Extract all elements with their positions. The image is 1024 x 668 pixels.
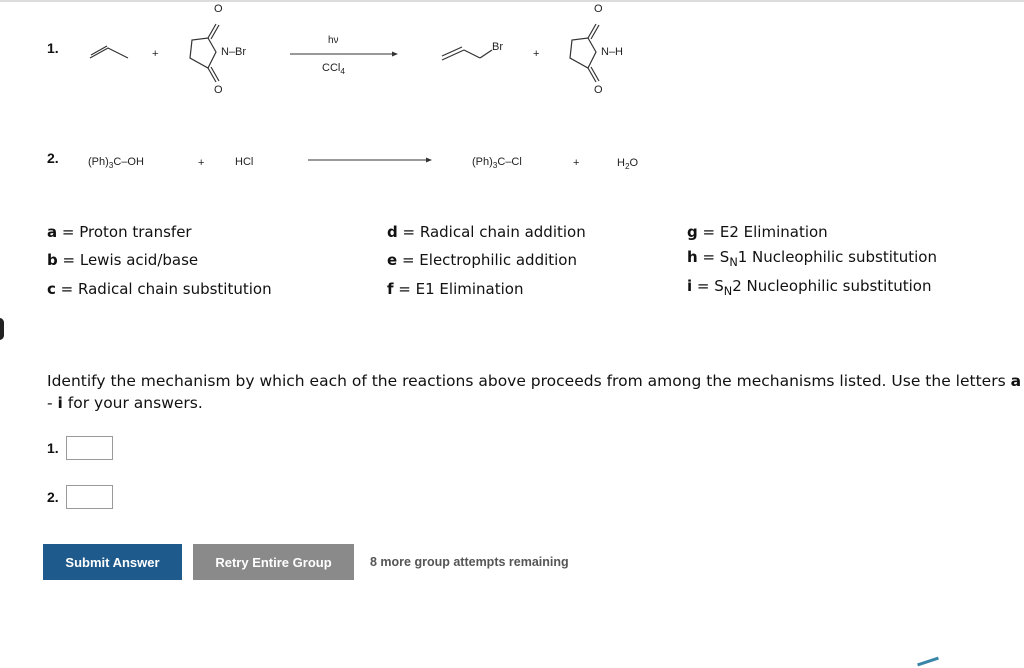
succinimide-n-h-label: N–H	[601, 46, 624, 58]
allyl-bromide-structure	[440, 44, 492, 64]
product-bromine-label: Br	[492, 41, 503, 53]
mechanism-c: c = Radical chain substitution	[47, 280, 272, 298]
mechanism-i: $i = S_N2$ Nucleophilic substitution	[687, 277, 932, 298]
mechanism-b: b = Lewis acid/base	[47, 251, 199, 269]
nbs-oxygen-top: O	[214, 3, 223, 15]
top-divider	[0, 0, 1024, 2]
answer-2-input[interactable]	[66, 485, 113, 509]
answer-1-input[interactable]	[66, 436, 113, 460]
reaction-2-number: 2.	[47, 150, 59, 166]
water-label: $H_2O$	[617, 157, 639, 172]
reaction-1-arrow	[290, 50, 398, 58]
reaction-1-plus: +	[152, 48, 159, 60]
mechanism-d: d = Radical chain addition	[387, 223, 586, 241]
mechanism-f: f = E1 Elimination	[387, 280, 524, 298]
propene-structure	[88, 44, 132, 62]
answer-2-label: 2.	[47, 489, 59, 505]
mechanism-e: e = Electrophilic addition	[387, 251, 577, 269]
corner-decoration	[917, 657, 939, 667]
scroll-edge-marker	[0, 318, 4, 340]
mechanism-a: a = Proton transfer	[47, 223, 192, 241]
triphenylmethanol-label: $(Ph)_3C-OH$	[88, 156, 144, 171]
hcl-label: HCl	[235, 156, 254, 168]
question-prompt: Identify the mechanism by which each of the reactions above proceeds from among the mechanisms listed. Use the letters a - i for your answers.	[47, 372, 1022, 412]
reaction-2-arrow	[308, 156, 432, 164]
mechanism-g: g = E2 Elimination	[687, 223, 828, 241]
condition-solvent: CCl$_4$	[322, 62, 345, 77]
submit-answer-button[interactable]: Submit Answer	[43, 544, 182, 580]
condition-light: hν	[328, 35, 339, 46]
mechanism-h: $h = S_N1$ Nucleophilic substitution	[687, 248, 937, 269]
reaction-2-product-plus: +	[573, 157, 580, 169]
nbs-n-br-label: N–Br	[221, 46, 247, 58]
answer-1-label: 1.	[47, 440, 59, 456]
retry-entire-group-button[interactable]: Retry Entire Group	[193, 544, 354, 580]
attempts-remaining-text: 8 more group attempts remaining	[370, 555, 569, 569]
succinimide-oxygen-top: O	[594, 3, 603, 15]
reaction-1-number: 1.	[47, 40, 59, 56]
nbs-oxygen-bottom: O	[214, 84, 223, 96]
triphenylmethyl-chloride-label: $(Ph)_3C-Cl$	[472, 156, 522, 171]
succinimide-oxygen-bottom: O	[594, 84, 603, 96]
reaction-2-plus: +	[198, 157, 205, 169]
reaction-1-product-plus: +	[533, 48, 540, 60]
